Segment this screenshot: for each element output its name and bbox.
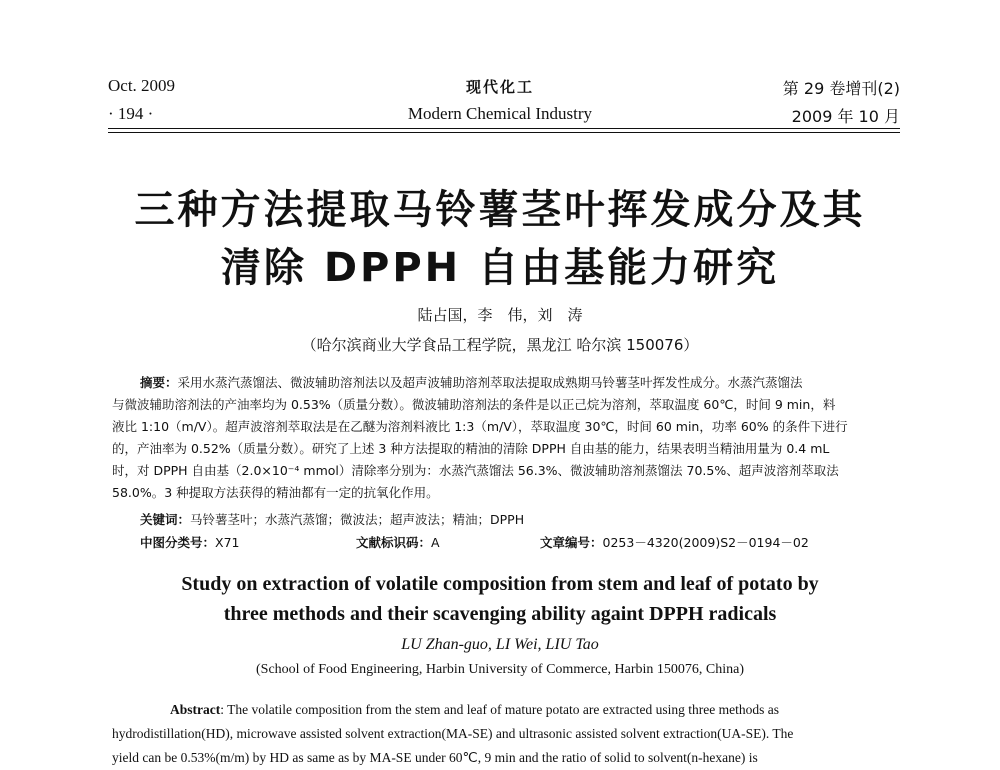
keywords-cn-text: 马铃薯茎叶；水蒸汽蒸馏；微波法；超声波法；精油；DPPH	[190, 512, 525, 527]
title-en-line1: Study on extraction of volatile composition from stem and leaf of potato by	[181, 573, 819, 595]
abstract-cn-line: 58.0%。3 种提取方法获得的精油都有一定的抗氧化作用。	[112, 485, 439, 500]
clc-value: X71	[215, 535, 240, 550]
affiliation-cn: （哈尔滨商业大学食品工程学院，黑龙江 哈尔滨 150076）	[301, 336, 699, 354]
title-cn-line1: 三种方法提取马铃薯茎叶挥发成分及其	[134, 187, 866, 233]
authors-en: LU Zhan-guo, LI Wei, LIU Tao	[401, 636, 599, 653]
clc-label: 中图分类号：	[140, 535, 216, 550]
clc-number	[140, 532, 240, 554]
abstract-cn-line: 液比 1:10（m/V）。超声波溶剂萃取法是在乙醚为溶剂料液比 1:3（m/V），萃取温度 30℃，时间 60 min，功率 60% 的条件下进行	[112, 419, 848, 434]
article-number	[540, 532, 809, 554]
document-code	[356, 532, 440, 554]
title-cn-line2: 清除 DPPH 自由基能力研究	[220, 245, 780, 291]
header-journal-cn: 现代化工	[465, 78, 534, 96]
abstract-en	[112, 698, 890, 770]
document-code-label: 文献标识码：	[356, 535, 432, 550]
header-page-number: · 194 ·	[108, 104, 154, 123]
abstract-cn	[112, 372, 885, 504]
document-code-value: A	[431, 535, 440, 550]
title-en-line2: three methods and their scavenging ability againt DPPH radicals	[223, 603, 777, 625]
affiliation-en: (School of Food Engineering, Harbin University of Commerce, Harbin 150076, China)	[256, 662, 744, 677]
header-rule-thick	[108, 128, 900, 129]
abstract-en-line: yield can be 0.53%(m/m) by HD as same as by MA-SE under 60℃, 9 min and the ratio of solid to solvent(n-hexane) is	[112, 750, 758, 765]
abstract-cn-line: 采用水蒸汽蒸馏法、微波辅助溶剂法以及超声波辅助溶剂萃取法提取成熟期马铃薯茎叶挥发性成分。水蒸汽蒸馏法	[177, 375, 803, 390]
abstract-cn-line: 与微波辅助溶剂法的产油率均为 0.53%（质量分数）。微波辅助溶剂法的条件是以正己烷为溶剂，萃取温度 60℃，时间 9 min，料	[112, 397, 836, 412]
header-volume: 第 29 卷增刊(2)	[782, 79, 900, 98]
keywords-cn-label: 关键词：	[140, 512, 191, 527]
abstract-en-line: hydrodistillation(HD), microwave assisted solvent extraction(MA-SE) and ultrasonic assisted solvent extraction(UA-SE). The	[112, 726, 794, 741]
header-date: Oct. 2009	[108, 76, 176, 95]
abstract-cn-line: 的，产油率为 0.52%（质量分数）。研究了上述 3 种方法提取的精油的清除 DPPH 自由基的能力，结果表明当精油用量为 0.4 mL	[112, 441, 830, 456]
abstract-en-label: Abstract	[170, 702, 221, 717]
article-number-label: 文章编号：	[540, 535, 603, 550]
abstract-cn-label: 摘要：	[140, 375, 178, 390]
authors-cn: 陆占国，李 伟，刘 涛	[417, 306, 583, 324]
article-number-value: 0253－4320(2009)S2－0194－02	[602, 535, 809, 550]
header-rule-thin	[108, 132, 900, 133]
abstract-en-line: : The volatile composition from the stem and leaf of mature potato are extracted using three methods as	[220, 702, 779, 717]
header-issue-date: 2009 年 10 月	[791, 107, 900, 126]
header-journal-en: Modern Chemical Industry	[407, 104, 593, 123]
keywords-cn	[140, 509, 524, 531]
abstract-cn-line: 时，对 DPPH 自由基（2.0×10⁻⁴ mmol）清除率分别为：水蒸汽蒸馏法 56.3%、微波辅助溶剂蒸馏法 70.5%、超声波溶剂萃取法	[112, 463, 839, 478]
